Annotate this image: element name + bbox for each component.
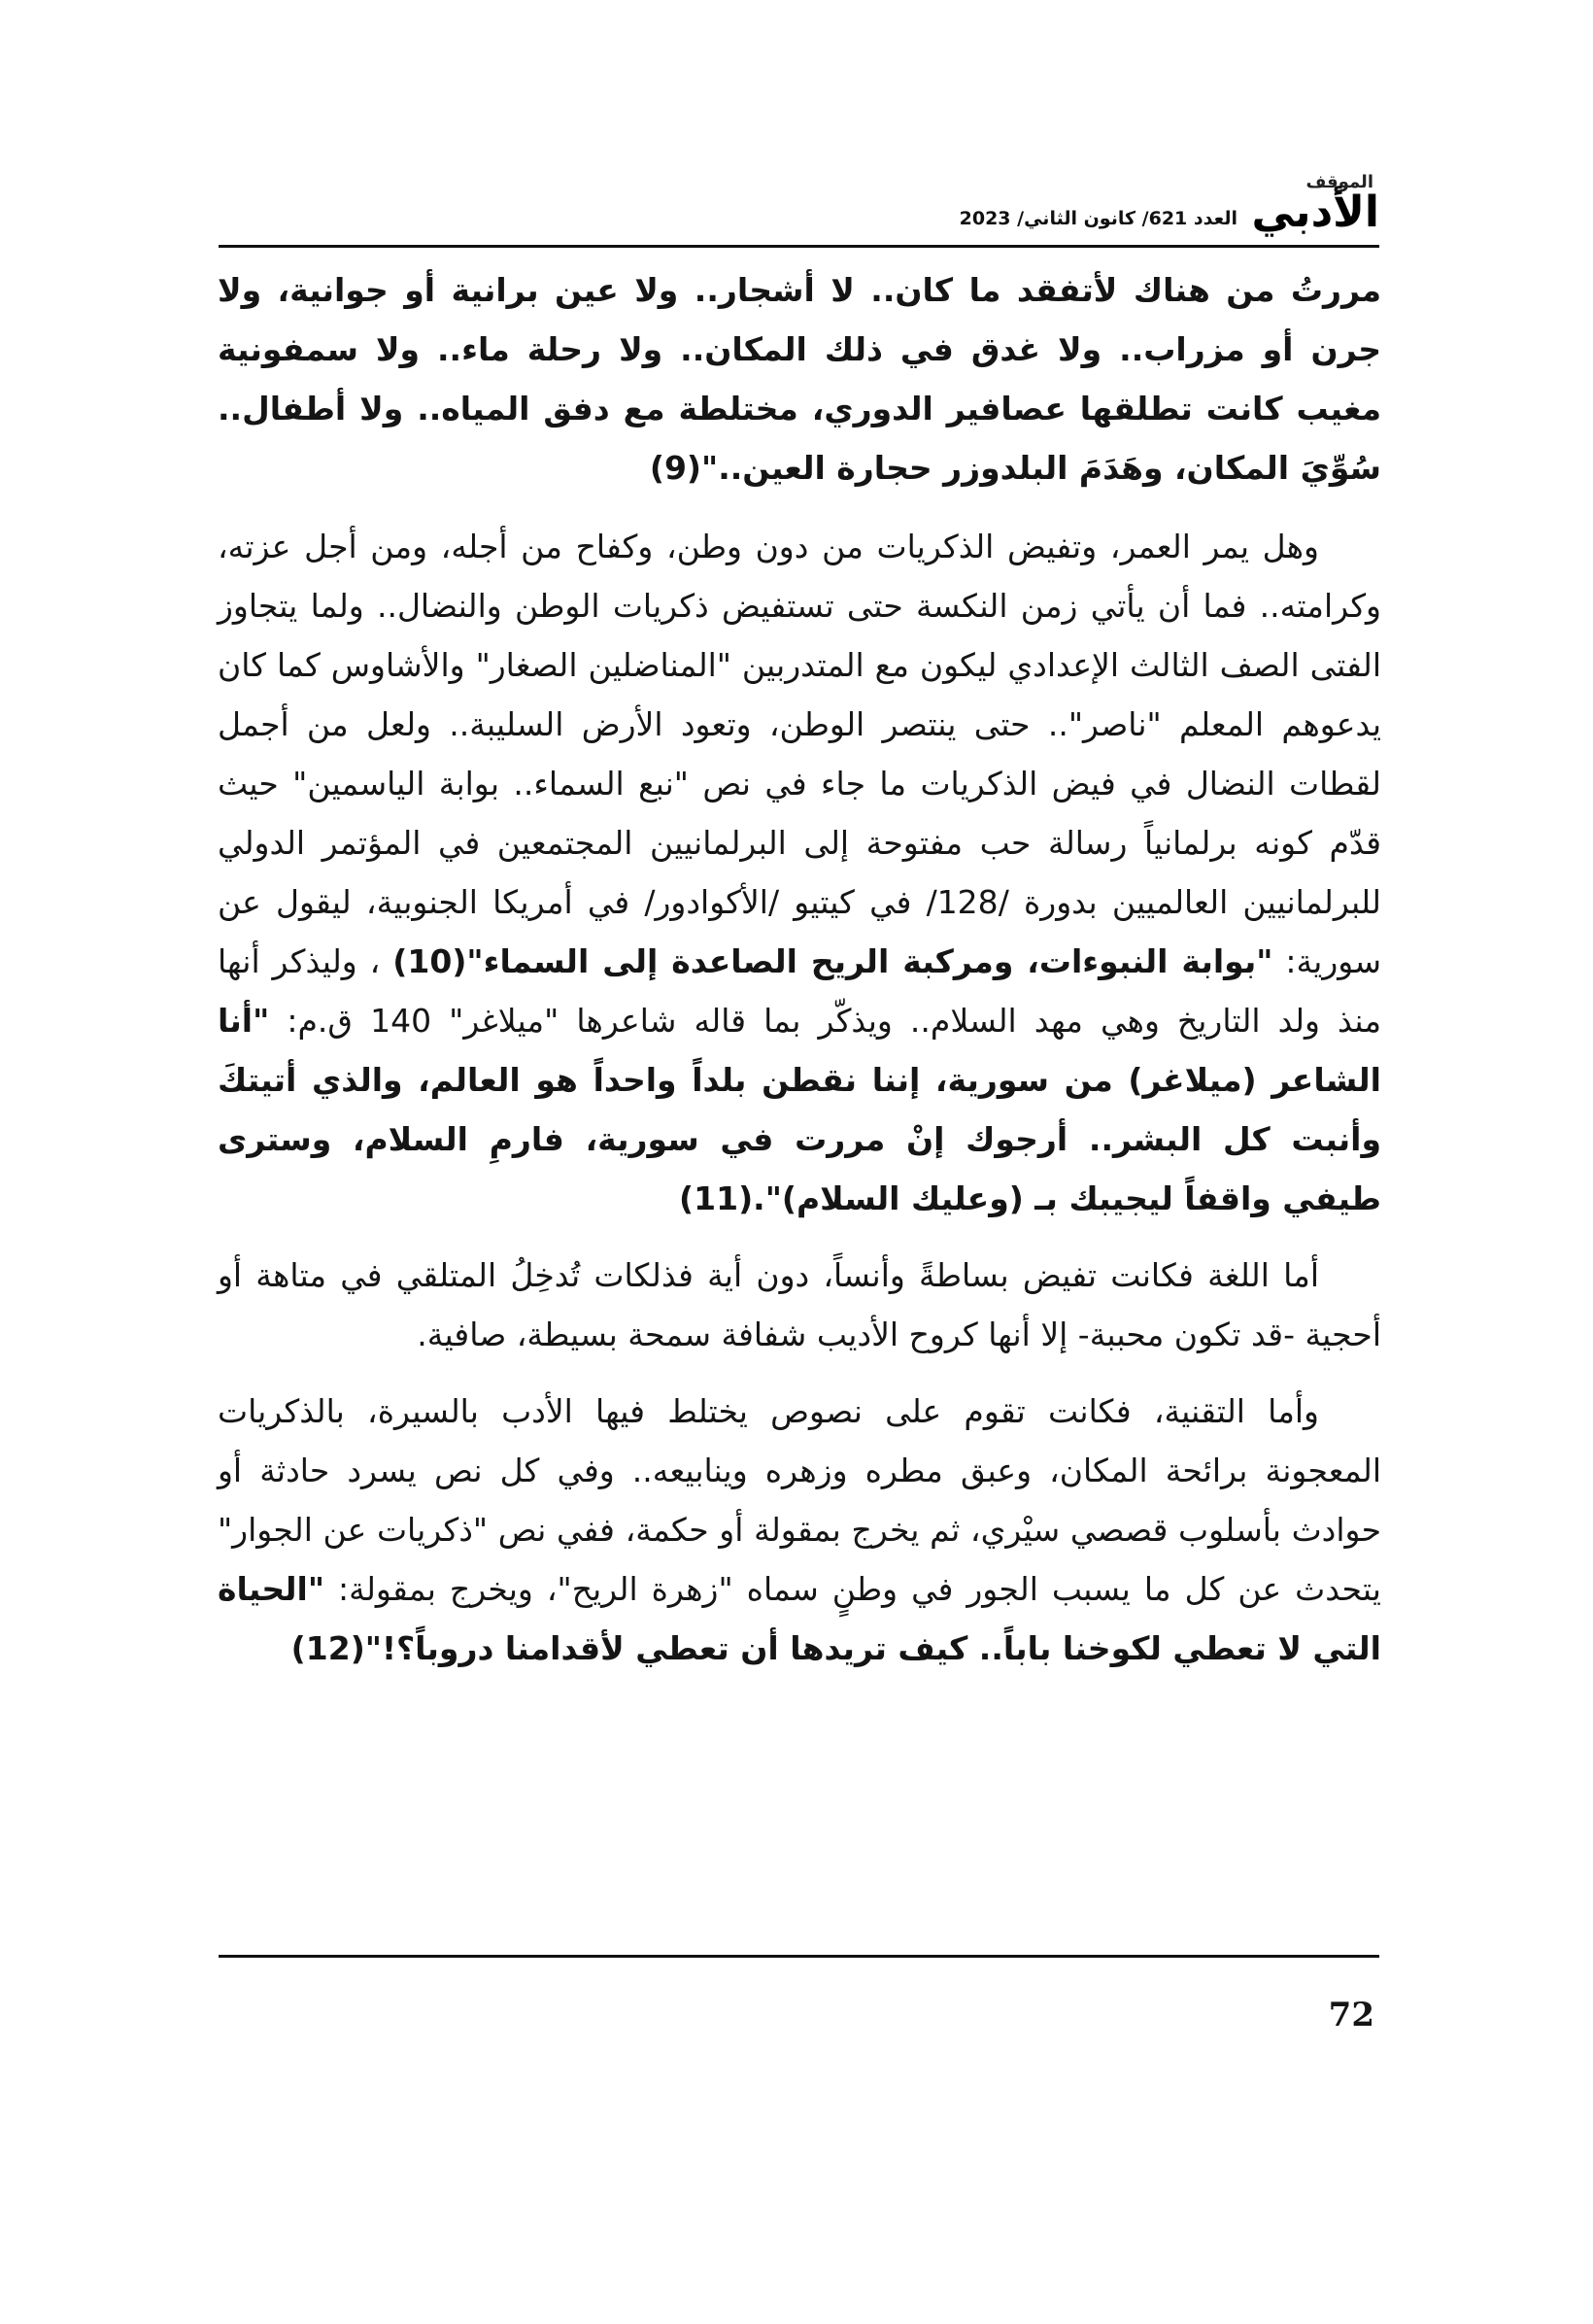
- paragraph-2: [218, 517, 1381, 1228]
- page-number: 72: [1328, 1996, 1374, 2034]
- text-segment: أما اللغة فكانت تفيض بساطةً وأنساً، دون أية فذلكات تُدخِلُ المتلقي في متاهة أو أحجية -قد تكون محببة- إلا أنها كروح الأديب شفافة سمحة بسيطة، صافية.: [218, 1256, 1381, 1353]
- quote-segment: "الحياة التي لا تعطي لكوخنا باباً.. كيف تريدها أن تعطي لأقدامنا دروباً؟!"(12): [218, 1570, 1381, 1667]
- text-segment: ، وليذكر أنها منذ ولد التاريخ وهي مهد السلام.. ويذكّر بما قاله شاعرها "ميلاغر" 140 ق.م:: [218, 942, 1382, 1040]
- article-body: [218, 260, 1381, 1678]
- quote-segment: "أنا الشاعر (ميلاغر) من سورية، إننا نقطن بلداً واحداً هو العالم، والذي أتيتكَ وأنبت كل البشر.. أرجوك إنْ مررت في سورية، فارمِ السلام، وسترى طيفي واقفاً ليجيبك بـ (وعليك السلام)".(11): [218, 1002, 1381, 1217]
- magazine-logo: [1251, 172, 1379, 241]
- text-segment: وهل يمر العمر، وتفيض الذكريات من دون وطن، وكفاح من أجله، ومن أجل عزته، وكرامته.. فما أن يأتي زمن النكسة حتى تستفيض ذكريات الوطن والنضال.. ولما يتجاوز الفتى الصف الثالث الإعدادي ليكون مع المتدربين "المناضلين الصغار" والأشاوس كما كان يدعوهم المعلم "ناصر".. حتى ينتصر الوطن، وتعود الأرض السليبة.. ولعل من أجمل لقطات النضال في فيض الذكريات ما جاء في نص "نبع السماء.. بوابة الياسمين" حيث قدّم كونه برلمانياً رسالة حب مفتوحة إلى البرلمانيين المجتمعين في المؤتمر الدولي للبرلمانيين العالميين بدورة /128/ في كيتيو /الأكوادور/ في أمريكا الجنوبية، ليقول عن سورية:: [218, 528, 1381, 980]
- footer-divider: [219, 1955, 1379, 1958]
- issue-info: العدد 621/ كانون الثاني/ 2023: [959, 208, 1237, 229]
- logo-title: الأدبي: [1251, 188, 1379, 237]
- paragraph-3: [218, 1246, 1381, 1364]
- text-segment: وأما التقنية، فكانت تقوم على نصوص يختلط فيها الأدب بالسيرة، بالذكريات المعجونة برائحة المكان، وعبق مطره وزهره وينابيعه.. وفي كل نص يسرد حادثة أو حوادث بأسلوب قصصي سيْري، ثم يخرج بمقولة أو حكمة، ففي نص "ذكريات عن الجوار" يتحدث عن كل ما يسبب الجور في وطنٍ سماه "زهرة الريح"، ويخرج بمقولة:: [218, 1392, 1381, 1608]
- paragraph-1: [218, 260, 1381, 497]
- quote-segment: "بوابة النبوءات، ومركبة الريح الصاعدة إلى السماء"(10): [392, 942, 1273, 980]
- logo-small-text: الموقف: [1305, 172, 1373, 192]
- text-segment: مررتُ من هناك لأتفقد ما كان.. لا أشجار.. ولا عين برانية أو جوانية، ولا جرن أو مزراب.. ولا غدق في ذلك المكان.. ولا رحلة ماء.. ولا سمفونية مغيب كانت تطلقها عصافير الدوري، مختلطة مع دفق المياه.. ولا أطفال.. سُوِّيَ المكان، وهَدَمَ البلدوزر حجارة العين.."(9): [218, 271, 1381, 487]
- header-divider: [219, 245, 1379, 248]
- paragraph-4: [218, 1382, 1381, 1678]
- page-header: [219, 167, 1379, 245]
